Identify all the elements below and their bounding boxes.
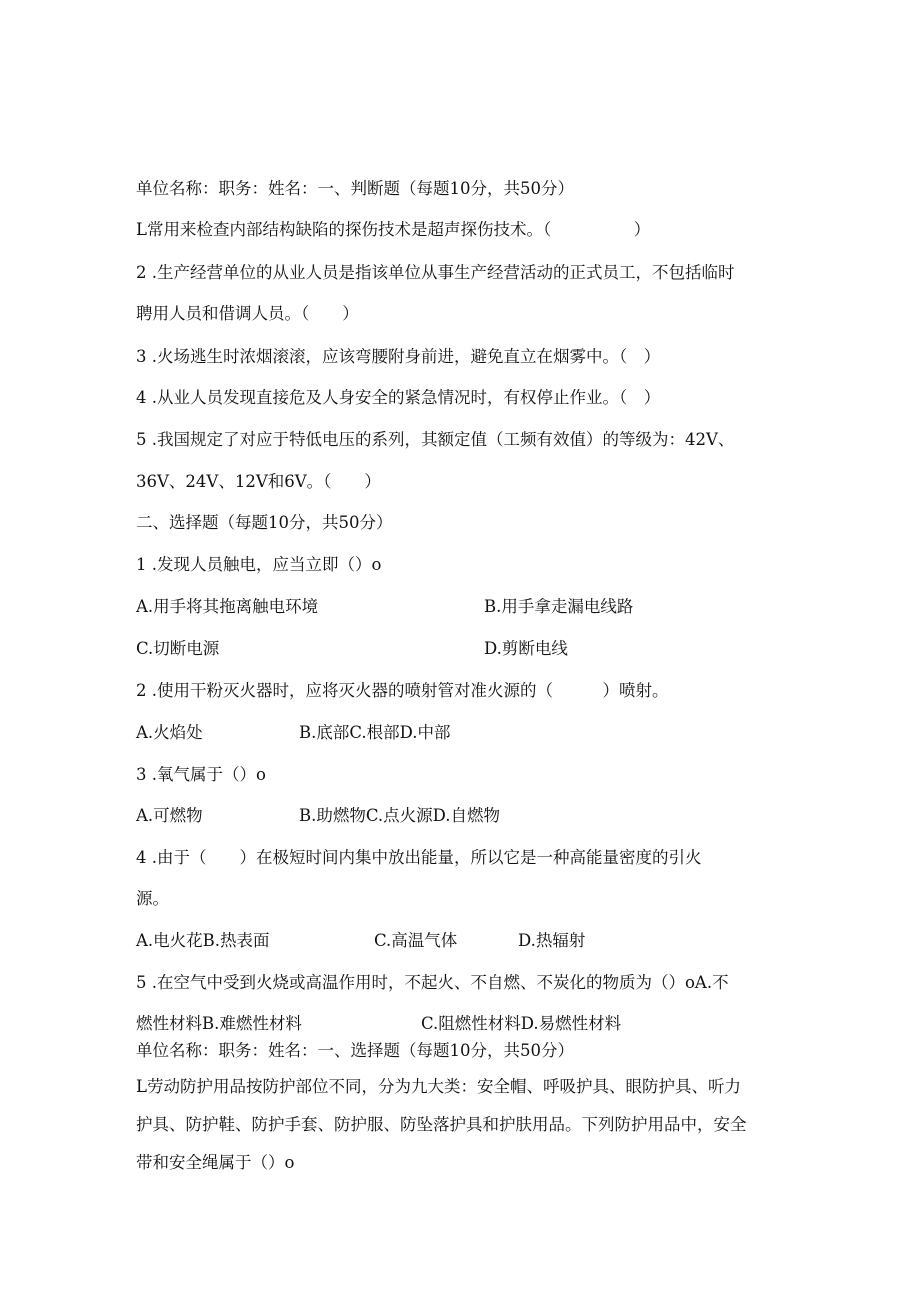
choice-q1-option-c: C.切断电源 [136,639,220,658]
choice-q2-stem: 2 .使用干粉灭火器时，应将灭火器的喷射管对准火源的（ ）喷射。 [136,681,669,700]
section3-q1-line3: 带和安全绳属于（）o [136,1153,295,1172]
section1-header: 单位名称：职务：姓名：一、判断题（每题10分，共50分） [136,179,574,198]
choice-q1-option-b: B.用手拿走漏电线路 [484,597,634,616]
choice-q4-stem: 4 .由于（ ）在极短时间内集中放出能量，所以它是一种高能量密度的引火 [136,848,702,867]
judge-q4: 4 .从业人员发现直接危及人身安全的紧急情况时，有权停止作业。（ ） [136,388,661,407]
choice-q3-stem: 3 .氧气属于（）o [136,765,266,784]
section3-header: 单位名称：职务：姓名：一、选择题（每题10分，共50分） [136,1041,574,1060]
judge-q1: L常用来检查内部结构缺陷的探伤技术是超声探伤技术。（ ） [136,220,651,239]
judge-q5-line2: 36V、24V、12V和6V。（ ） [136,472,381,491]
judge-q2-line1: 2 .生产经营单位的从业人员是指该单位从事生产经营活动的正式员工，不包括临时 [136,263,735,282]
choice-q4-option-d: D.热辐射 [518,931,586,950]
choice-q5-options-ab: 燃性材料B.难燃性材料 [136,1014,302,1033]
choice-q5-stem: 5 .在空气中受到火烧或高温作用时，不起火、不自燃、不炭化的物质为（）oA.不 [136,973,729,992]
choice-q1-stem: 1 .发现人员触电，应当立即（）o [136,555,382,574]
choice-q4-stem-cont: 源。 [136,889,169,908]
choice-q1-option-d: D.剪断电线 [484,639,568,658]
choice-q5-options-cd: C.阻燃性材料D.易燃性材料 [421,1014,622,1033]
section3-q1-line1: L劳动防护用品按防护部位不同，分为九大类：安全帽、呼吸护具、眼防护具、听力 [136,1077,741,1096]
judge-q3: 3 .火场逃生时浓烟滚滚，应该弯腰附身前进，避免直立在烟雾中。（ ） [136,347,661,366]
choice-q2-option-a: A.火焰处 [136,723,203,742]
choice-q2-options-bcd: B.底部C.根部D.中部 [299,723,451,742]
judge-q2-line2: 聘用人员和借调人员。（ ） [136,304,359,323]
choice-q3-options-bcd: B.助燃物C.点火源D.自燃物 [299,806,501,825]
choice-q1-option-a: A.用手将其拖离触电环境 [136,597,319,616]
section2-header: 二、选择题（每题10分，共50分） [136,513,393,532]
section3-q1-line2: 护具、防护鞋、防护手套、防护服、防坠落护具和护肤用品。下列防护用品中，安全 [136,1115,747,1134]
choice-q4-option-c: C.高温气体 [374,931,458,950]
choice-q3-option-a: A.可燃物 [136,806,203,825]
choice-q4-options-ab: A.电火花B.热表面 [136,931,270,950]
judge-q5-line1: 5 .我国规定了对应于特低电压的系列，其额定值（工频有效值）的等级为：42V、 [136,430,735,449]
